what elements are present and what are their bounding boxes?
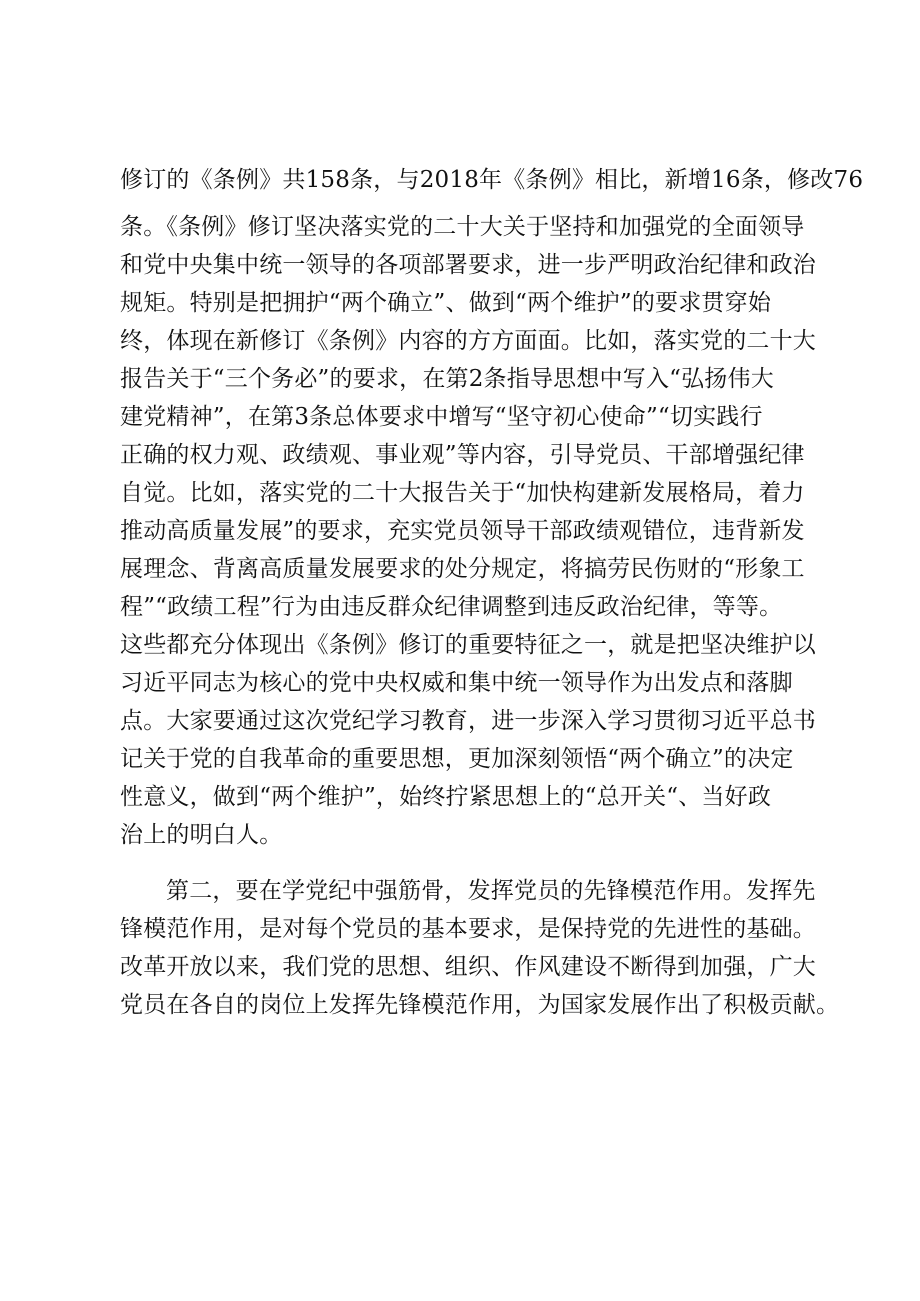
paragraph-1-line: 习近平同志为核心的党中央权威和集中统一领导作为出发点和落脚 [120,670,793,696]
paragraph-1-line: 终，体现在新修订《条例》内容的方方面面。比如，落实党的二十大 [120,328,816,354]
paragraph-2-line: 第二，要在学党纪中强筋骨，发挥党员的先锋模范作用。发挥先 [166,878,816,904]
paragraph-1-line: 性意义，做到“两个维护”，始终拧紧思想上的“总开关“、当好政 [120,784,772,810]
paragraph-1-line: 正确的权力观、政绩观、事业观”等内容，引导党员、干部增强纪律 [120,442,805,468]
paragraph-2-line: 改革开放以来，我们党的思想、组织、作风建设不断得到加强，广大 [120,954,816,980]
paragraph-1-line: 点。大家要通过这次党纪学习教育，进一步深入学习贯彻习近平总书 [120,708,816,734]
paragraph-1-line: 修订的《条例》共158条，与2018年《条例》相比，新增16条，修改76 [120,167,864,193]
paragraph-2-line: 锋模范作用，是对每个党员的基本要求，是保持党的先进性的基础。 [120,916,816,942]
paragraph-1-line: 程”“政绩工程”行为由违反群众纪律调整到违反政治纪律，等等。 [120,594,783,620]
paragraph-1-line: 建党精神”，在第3条总体要求中增写“坚守初心使命”“切实践行 [120,404,763,430]
paragraph-1-line: 和党中央集中统一领导的各项部署要求，进一步严明政治纪律和政治 [120,252,816,278]
paragraph-1-line: 推动高质量发展”的要求，充实党员领导干部政绩观错位，违背新发 [120,518,805,544]
paragraph-1-line: 报告关于“三个务必”的要求，在第2条指导思想中写入“弘扬伟大 [120,366,774,392]
paragraph-2-line: 党员在各自的岗位上发挥先锋模范作用，为国家发展作出了积极贡献。 [120,992,840,1018]
paragraph-1-line: 治上的明白人。 [120,822,283,848]
paragraph-1-line: 规矩。特别是把拥护“两个确立”、做到“两个维护”的要求贯穿始 [120,290,772,316]
paragraph-1-line: 记关于党的自我革命的重要思想，更加深刻领悟“两个确立”的决定 [120,746,794,772]
paragraph-1-line: 这些都充分体现出《条例》修订的重要特征之一，就是把坚决维护以 [120,632,816,658]
paragraph-1-line: 展理念、背离高质量发展要求的处分规定，将搞劳民伤财的“形象工 [120,556,805,582]
paragraph-1-line: 条。《条例》修订坚决落实党的二十大关于坚持和加强党的全面领导 [120,214,805,240]
paragraph-1-line: 自觉。比如，落实党的二十大报告关于“加快构建新发展格局，着力 [120,480,805,506]
